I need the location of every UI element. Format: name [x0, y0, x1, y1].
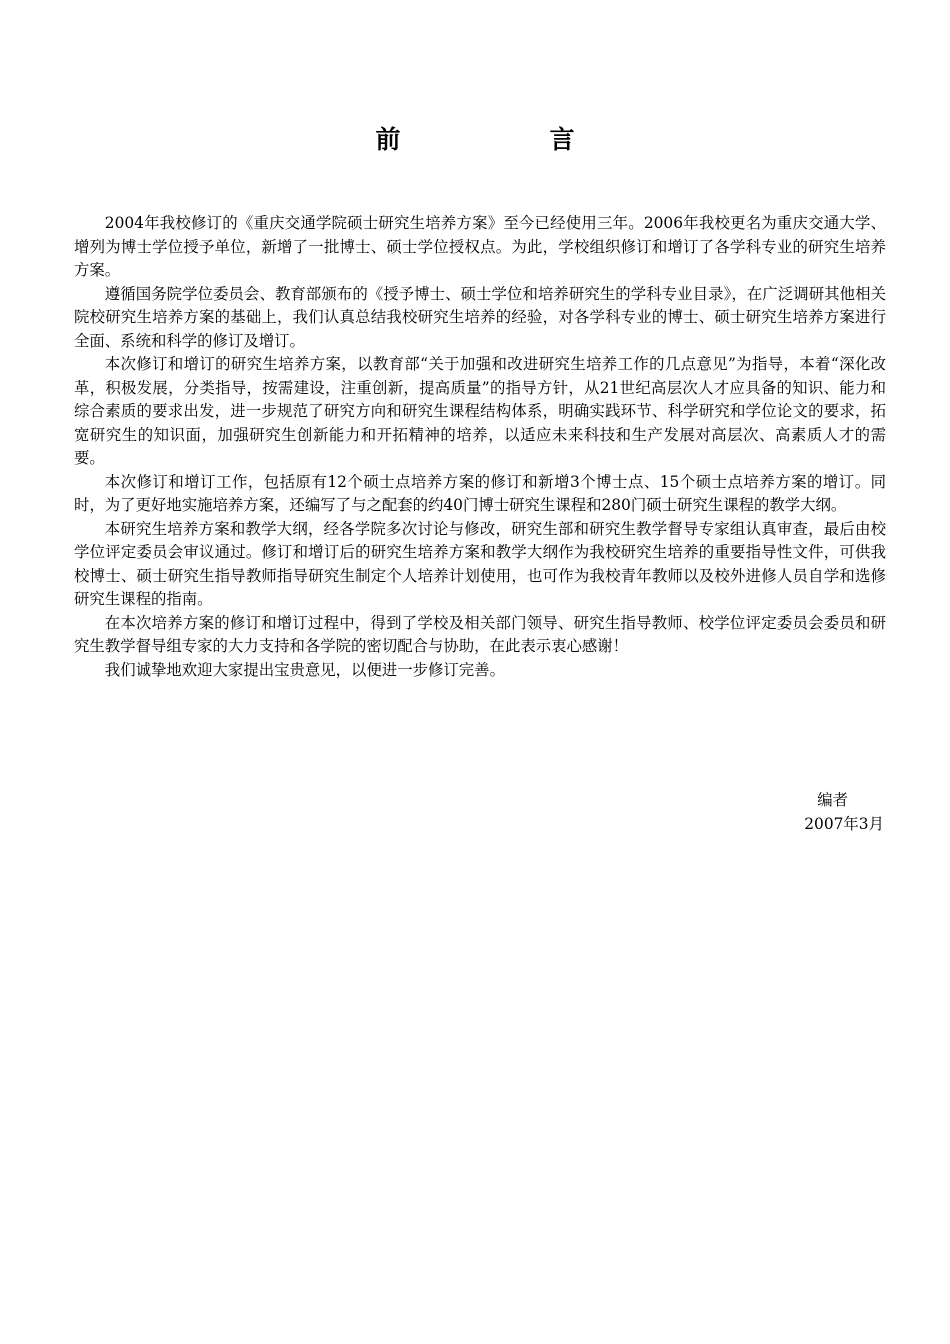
paragraph-4: 本次修订和增订工作，包括原有12个硕士点培养方案的修订和新增3个博士点、15个硕士点培养方案的增订。同时，为了更好地实施培养方案，还编写了与之配套的约40门博士研究生课程和280门硕士研究生课程的教学大纲。	[74, 472, 886, 514]
signoff-block	[804, 788, 884, 836]
paragraph-2: 遵循国务院学位委员会、教育部颁布的《授予博士、硕士学位和培养研究生的学科专业目录》，在广泛调研其他相关院校研究生培养方案的基础上，我们认真总结我校研究生培养的经验，对各学科专业的博士、硕士研究生培养方案进行全面、系统和科学的修订及增订。	[74, 284, 886, 350]
paragraph-1: 2004年我校修订的《重庆交通学院硕士研究生培养方案》至今已经使用三年。2006年我校更名为重庆交通大学、增列为博士学位授予单位，新增了一批博士、硕士学位授权点。为此，学校组织修订和增订了各学科专业的研究生培养方案。	[74, 214, 886, 279]
paragraph-6: 在本次培养方案的修订和增订过程中，得到了学校及相关部门领导、研究生指导教师、校学位评定委员会委员和研究生教学督导组专家的大力支持和各学院的密切配合与协助，在此表示衷心感谢！	[74, 613, 886, 655]
publication-date: 2007年3月	[804, 815, 884, 833]
page-title: 前 言	[375, 125, 637, 154]
paragraph-3: 本次修订和增订的研究生培养方案，以教育部“关于加强和改进研究生培养工作的几点意见”为指导，本着“深化改革，积极发展，分类指导，按需建设，注重创新，提高质量”的指导方针，从21世纪高层次人才应具备的知识、能力和综合素质的要求出发，进一步规范了研究方向和研究生课程结构体系，明确实践环节、科学研究和学位论文的要求，拓宽研究生的知识面，加强研究生创新能力和开拓精神的培养，以适应未来科技和生产发展对高层次、高素质人才的需要。	[74, 355, 886, 467]
paragraph-7: 我们诚挚地欢迎大家提出宝贵意见，以便进一步修订完善。	[104, 660, 505, 679]
document-body	[74, 212, 886, 682]
paragraph-5: 本研究生培养方案和教学大纲，经各学院多次讨论与修改，研究生部和研究生教学督导专家组认真审查，最后由校学位评定委员会审议通过。修订和增订后的研究生培养方案和教学大纲作为我校研究生培养的重要指导性文件，可供我校博士、硕士研究生指导教师指导研究生制定个人培养计划使用，也可作为我校青年教师以及校外进修人员自学和选修研究生课程的指南。	[74, 519, 886, 608]
editor-signature: 编者	[817, 791, 848, 809]
